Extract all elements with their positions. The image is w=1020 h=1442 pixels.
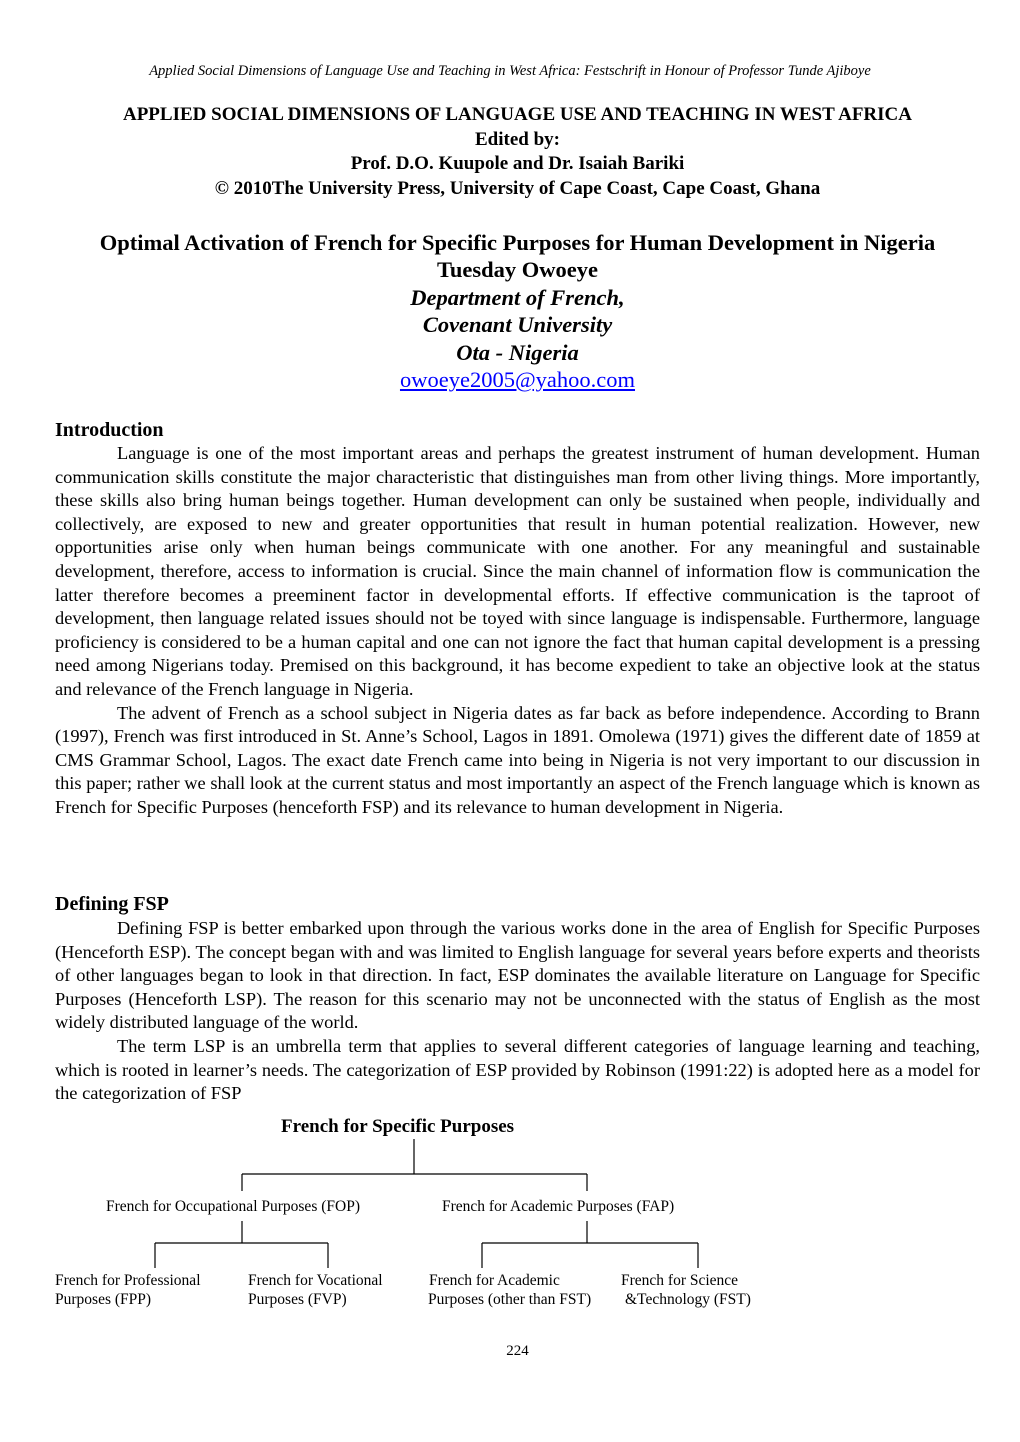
edited-by: Edited by: bbox=[475, 129, 560, 150]
university: Covenant University bbox=[422, 312, 613, 337]
copyright: © 2010The University Press, University of Cape Coast, Cape Coast, Ghana bbox=[214, 178, 821, 199]
diagram-fa bbox=[428, 1271, 591, 1309]
paragraph: Defining FSP is better embarked upon through the various works done in the area of English for Specific Purposes (Henceforth ESP). The concept began with and was limited to English language for several years before experts and theorists of other languages began to look in that direction. In fact, ESP dominates the available literature on Language for Specific Purposes (Henceforth LSP). The reason for this scenario may not be unconnected with the status of English as the most widely distributed language of the world. bbox=[55, 918, 980, 1033]
editors: Prof. D.O. Kuupole and Dr. Isaiah Bariki bbox=[350, 153, 685, 174]
label-line: Purposes (FVP) bbox=[248, 1291, 347, 1308]
label-line: Purposes (other than FST) bbox=[428, 1291, 592, 1308]
paragraph: The advent of French as a school subject in Nigeria dates as far back as before independence. According to Brann (1997), French was first introduced in St. Anne’s School, Lagos in 1891. Omolewa (1971) gives the different date of 1859 at CMS Grammar School, Lagos. The exact date French came into being in Nigeria is not very important to our discussion in this paper; rather we shall look at the current status and most importantly an aspect of the French language which is known as French for Specific Purposes (henceforth FSP) and its relevance to human development in Nigeria. bbox=[55, 702, 980, 817]
diagram-fpp bbox=[55, 1271, 201, 1309]
section-heading-introduction: Introduction bbox=[55, 419, 164, 441]
label-line: French for Vocational bbox=[248, 1272, 383, 1289]
email-link[interactable]: owoeye2005@yahoo.com bbox=[399, 367, 636, 392]
label-line: French for Academic bbox=[429, 1272, 560, 1289]
label-line: Purposes (FPP) bbox=[55, 1291, 152, 1308]
diagram-fop: French for Occupational Purposes (FOP) bbox=[106, 1198, 360, 1215]
page-number: 224 bbox=[506, 1343, 529, 1359]
diagram-fst bbox=[621, 1271, 751, 1309]
department: Department of French, bbox=[410, 285, 625, 310]
diagram-fap: French for Academic Purposes (FAP) bbox=[442, 1198, 675, 1215]
diagram-fvp bbox=[248, 1271, 383, 1309]
paragraph: Language is one of the most important areas and perhaps the greatest instrument of human development. Human communication skills constitute the major characteristic that distinguishes man from other living things. More importantly, these skills also bring human beings together. Human development can only be sustained when people, individually and collectively, are exposed to new and greater opportunities that result in human potential realization. However, new opportunities arise only when human beings communicate with one another. For any meaningful and sustainable development, therefore, access to information is crucial. Since the main channel of information flow is communication the latter therefore becomes a preeminent factor in developmental efforts. If effective communication is the taproot of development, then language related issues should not be toyed with since language is indispensable. Furthermore, language proficiency is considered to be a human capital and one can not ignore the fact that human capital development is a pressing need among Nigerians today. Premised on this background, it has become expedient to take an objective look at the status and relevance of the French language in Nigeria. bbox=[55, 443, 980, 699]
running-header: Applied Social Dimensions of Language Use and Teaching in West Africa: Festschrift in Honour of Professor Tunde Ajiboye bbox=[149, 63, 871, 79]
book-title: APPLIED SOCIAL DIMENSIONS OF LANGUAGE USE AND TEACHING IN WEST AFRICA bbox=[122, 104, 912, 125]
author: Tuesday Owoeye bbox=[436, 257, 599, 282]
location: Ota - Nigeria bbox=[456, 340, 579, 365]
paragraph: The term LSP is an umbrella term that applies to several different categories of language learning and teaching, which is rooted in learner’s needs. The categorization of ESP provided by Robinson (1991:22) is adopted here as a model for the categorization of FSP bbox=[55, 1035, 980, 1104]
article-title: Optimal Activation of French for Specific Purposes for Human Development in Nigeria bbox=[99, 230, 936, 255]
label-line: French for Professional bbox=[55, 1272, 201, 1289]
section-heading-defining-fsp: Defining FSP bbox=[55, 893, 169, 915]
diagram-root: French for Specific Purposes bbox=[281, 1116, 515, 1137]
label-line: French for Science bbox=[621, 1272, 739, 1289]
label-line: &Technology (FST) bbox=[625, 1291, 751, 1308]
